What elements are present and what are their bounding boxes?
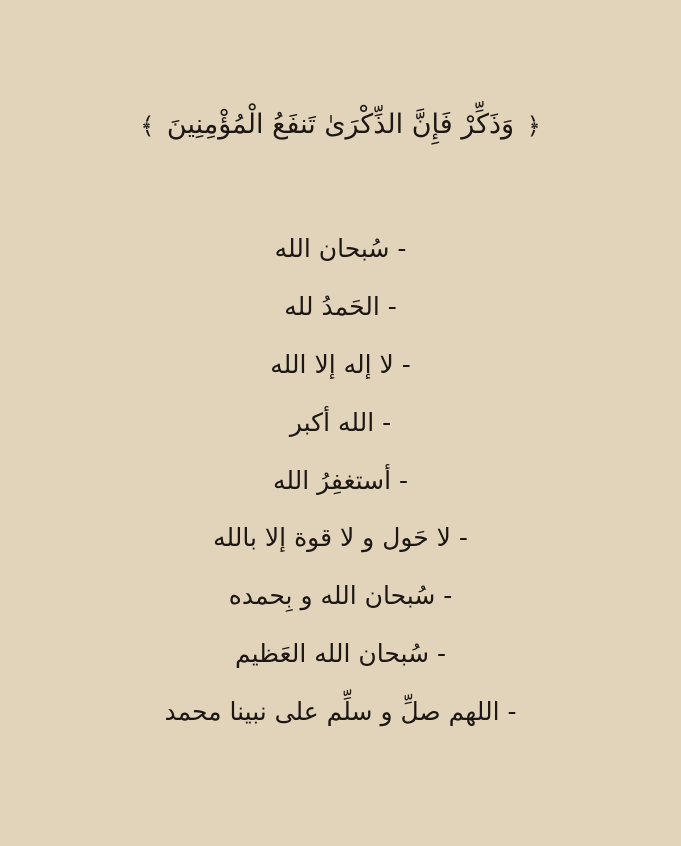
dhikr-item: - سُبحان الله و بِحمده — [228, 581, 453, 611]
dhikr-item: - الحَمدُ لله — [284, 291, 397, 321]
dhikr-item: - الله أكبر — [289, 407, 392, 437]
quran-verse — [0, 103, 681, 148]
dhikr-item: - أستغفِرُ الله — [272, 465, 409, 495]
dhikr-item: - سُبحان الله العَظيم — [234, 639, 447, 669]
verse-open-bracket: ﴿ — [526, 111, 541, 140]
verse-text: وَذَكِّرْ فَإِنَّ الذِّكْرَىٰ تَنفَعُ الْمُؤْمِنِينَ — [166, 109, 515, 140]
dhikr-item: - لا حَول و لا قوة إلا بالله — [213, 523, 468, 553]
dhikr-item: - لا إله إلا الله — [270, 349, 411, 379]
dhikr-item: - اللهم صلِّ و سلِّم على نبينا محمد — [164, 697, 517, 727]
verse-close-bracket: ﴾ — [140, 111, 155, 140]
dhikr-item: - سُبحان الله — [274, 234, 407, 263]
dhikr-list — [0, 220, 681, 741]
